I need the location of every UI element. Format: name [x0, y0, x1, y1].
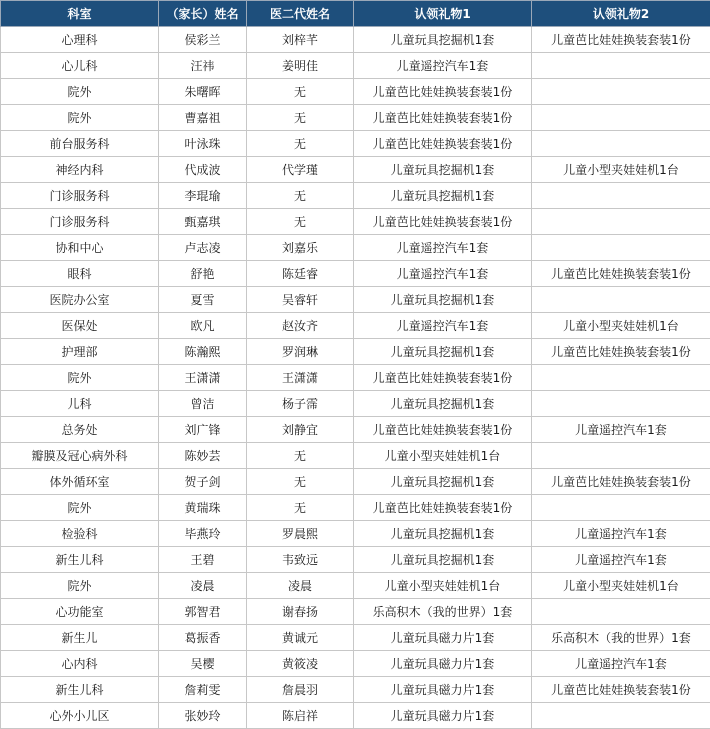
cell-gift-2 — [532, 443, 710, 469]
cell-child-name: 韦致远 — [247, 547, 354, 573]
cell-parent-name: 黄瑞珠 — [159, 495, 247, 521]
cell-gift-2 — [532, 209, 710, 235]
cell-gift-1: 儿童玩具挖掘机1套 — [354, 339, 532, 365]
table-row — [1, 547, 710, 573]
cell-department: 心内科 — [1, 651, 159, 677]
cell-gift-1: 儿童遥控汽车1套 — [354, 235, 532, 261]
cell-gift-2 — [532, 287, 710, 313]
table-row — [1, 53, 710, 79]
cell-parent-name: 凌晨 — [159, 573, 247, 599]
cell-parent-name: 张妙玲 — [159, 703, 247, 729]
cell-department: 院外 — [1, 573, 159, 599]
cell-gift-2: 儿童小型夹娃娃机1台 — [532, 573, 710, 599]
cell-department: 新生儿科 — [1, 547, 159, 573]
header-parent-name: （家长）姓名 — [159, 1, 247, 27]
table-row — [1, 521, 710, 547]
cell-child-name: 罗晨熙 — [247, 521, 354, 547]
cell-gift-2 — [532, 495, 710, 521]
cell-gift-1: 儿童芭比娃娃换装套装1份 — [354, 131, 532, 157]
cell-department: 心儿科 — [1, 53, 159, 79]
header-department: 科室 — [1, 1, 159, 27]
table-row — [1, 183, 710, 209]
cell-child-name: 王潇潇 — [247, 365, 354, 391]
cell-gift-1: 儿童芭比娃娃换装套装1份 — [354, 209, 532, 235]
cell-gift-2: 儿童遥控汽车1套 — [532, 651, 710, 677]
cell-department: 眼科 — [1, 261, 159, 287]
table-row — [1, 469, 710, 495]
cell-parent-name: 甄嘉琪 — [159, 209, 247, 235]
cell-gift-1: 儿童玩具挖掘机1套 — [354, 521, 532, 547]
cell-gift-2: 儿童遥控汽车1套 — [532, 417, 710, 443]
cell-gift-2 — [532, 599, 710, 625]
cell-department: 医院办公室 — [1, 287, 159, 313]
cell-child-name: 无 — [247, 79, 354, 105]
cell-gift-2 — [532, 235, 710, 261]
cell-child-name: 无 — [247, 131, 354, 157]
table-row — [1, 651, 710, 677]
cell-child-name: 无 — [247, 105, 354, 131]
table-row — [1, 443, 710, 469]
cell-gift-1: 儿童玩具磁力片1套 — [354, 703, 532, 729]
cell-child-name: 谢春扬 — [247, 599, 354, 625]
cell-parent-name: 毕燕玲 — [159, 521, 247, 547]
cell-child-name: 凌晨 — [247, 573, 354, 599]
cell-department: 院外 — [1, 105, 159, 131]
header-gift-1: 认领礼物1 — [354, 1, 532, 27]
cell-gift-1: 儿童芭比娃娃换装套装1份 — [354, 365, 532, 391]
cell-gift-1: 儿童芭比娃娃换装套装1份 — [354, 495, 532, 521]
cell-parent-name: 葛振香 — [159, 625, 247, 651]
cell-gift-1: 儿童玩具挖掘机1套 — [354, 287, 532, 313]
cell-parent-name: 舒艳 — [159, 261, 247, 287]
cell-gift-2: 儿童遥控汽车1套 — [532, 521, 710, 547]
header-child-name: 医二代姓名 — [247, 1, 354, 27]
cell-gift-2 — [532, 131, 710, 157]
cell-child-name: 赵汝齐 — [247, 313, 354, 339]
cell-parent-name: 詹莉雯 — [159, 677, 247, 703]
cell-parent-name: 侯彩兰 — [159, 27, 247, 53]
cell-gift-2: 儿童芭比娃娃换装套装1份 — [532, 261, 710, 287]
cell-gift-1: 儿童玩具挖掘机1套 — [354, 27, 532, 53]
cell-gift-1: 儿童玩具挖掘机1套 — [354, 391, 532, 417]
cell-gift-1: 儿童玩具挖掘机1套 — [354, 183, 532, 209]
table-row — [1, 339, 710, 365]
cell-gift-2: 儿童芭比娃娃换装套装1份 — [532, 339, 710, 365]
cell-parent-name: 王潇潇 — [159, 365, 247, 391]
cell-child-name: 无 — [247, 469, 354, 495]
table-row — [1, 677, 710, 703]
table-row — [1, 79, 710, 105]
cell-child-name: 陈启祥 — [247, 703, 354, 729]
cell-parent-name: 陈妙芸 — [159, 443, 247, 469]
cell-parent-name: 吴樱 — [159, 651, 247, 677]
cell-gift-1: 儿童玩具挖掘机1套 — [354, 469, 532, 495]
cell-department: 新生儿 — [1, 625, 159, 651]
cell-child-name: 陈廷睿 — [247, 261, 354, 287]
cell-child-name: 无 — [247, 495, 354, 521]
cell-department: 院外 — [1, 495, 159, 521]
table-row — [1, 131, 710, 157]
cell-parent-name: 王碧 — [159, 547, 247, 573]
cell-parent-name: 李琨瑜 — [159, 183, 247, 209]
cell-gift-1: 儿童遥控汽车1套 — [354, 53, 532, 79]
cell-gift-2 — [532, 183, 710, 209]
cell-parent-name: 代成波 — [159, 157, 247, 183]
cell-gift-1: 儿童遥控汽车1套 — [354, 261, 532, 287]
header-row — [1, 1, 710, 27]
cell-gift-1: 儿童玩具磁力片1套 — [354, 625, 532, 651]
cell-gift-2 — [532, 703, 710, 729]
cell-department: 门诊服务科 — [1, 209, 159, 235]
cell-gift-1: 儿童芭比娃娃换装套装1份 — [354, 79, 532, 105]
cell-gift-1: 儿童芭比娃娃换装套装1份 — [354, 105, 532, 131]
cell-department: 院外 — [1, 365, 159, 391]
cell-department: 检验科 — [1, 521, 159, 547]
table-row — [1, 105, 710, 131]
table-row — [1, 495, 710, 521]
cell-department: 心功能室 — [1, 599, 159, 625]
cell-child-name: 代学瑾 — [247, 157, 354, 183]
cell-gift-1: 儿童玩具磁力片1套 — [354, 651, 532, 677]
cell-child-name: 无 — [247, 209, 354, 235]
cell-gift-1: 儿童芭比娃娃换装套装1份 — [354, 417, 532, 443]
cell-gift-2 — [532, 105, 710, 131]
cell-child-name: 无 — [247, 183, 354, 209]
cell-parent-name: 刘广锋 — [159, 417, 247, 443]
cell-gift-1: 儿童遥控汽车1套 — [354, 313, 532, 339]
cell-department: 体外循环室 — [1, 469, 159, 495]
table-row — [1, 313, 710, 339]
table-row — [1, 391, 710, 417]
cell-department: 护理部 — [1, 339, 159, 365]
cell-parent-name: 贺子剑 — [159, 469, 247, 495]
table-row — [1, 287, 710, 313]
table-row — [1, 599, 710, 625]
cell-gift-2: 乐高积木（我的世界）1套 — [532, 625, 710, 651]
table-row — [1, 703, 710, 729]
table-row — [1, 365, 710, 391]
cell-gift-1: 儿童玩具挖掘机1套 — [354, 157, 532, 183]
cell-child-name: 罗润琳 — [247, 339, 354, 365]
cell-child-name: 杨子霈 — [247, 391, 354, 417]
cell-gift-1: 儿童玩具磁力片1套 — [354, 677, 532, 703]
cell-parent-name: 汪祎 — [159, 53, 247, 79]
table-row — [1, 27, 710, 53]
cell-gift-1: 儿童玩具挖掘机1套 — [354, 547, 532, 573]
cell-child-name: 黄诚元 — [247, 625, 354, 651]
cell-gift-2: 儿童小型夹娃娃机1台 — [532, 313, 710, 339]
cell-gift-2: 儿童芭比娃娃换装套装1份 — [532, 677, 710, 703]
cell-child-name: 刘嘉乐 — [247, 235, 354, 261]
cell-department: 心外小儿区 — [1, 703, 159, 729]
cell-department: 协和中心 — [1, 235, 159, 261]
table-row — [1, 261, 710, 287]
cell-gift-2: 儿童遥控汽车1套 — [532, 547, 710, 573]
cell-parent-name: 朱曙晖 — [159, 79, 247, 105]
header-gift-2: 认领礼物2 — [532, 1, 710, 27]
table-row — [1, 625, 710, 651]
cell-parent-name: 卢志凌 — [159, 235, 247, 261]
cell-child-name: 刘静宜 — [247, 417, 354, 443]
cell-parent-name: 夏雪 — [159, 287, 247, 313]
cell-department: 总务处 — [1, 417, 159, 443]
table-row — [1, 573, 710, 599]
cell-gift-1: 儿童小型夹娃娃机1台 — [354, 443, 532, 469]
cell-department: 门诊服务科 — [1, 183, 159, 209]
cell-department: 心理科 — [1, 27, 159, 53]
cell-parent-name: 曾洁 — [159, 391, 247, 417]
cell-parent-name: 郭智君 — [159, 599, 247, 625]
cell-department: 新生儿科 — [1, 677, 159, 703]
cell-child-name: 无 — [247, 443, 354, 469]
cell-gift-1: 儿童小型夹娃娃机1台 — [354, 573, 532, 599]
cell-department: 医保处 — [1, 313, 159, 339]
cell-parent-name: 陈瀚熙 — [159, 339, 247, 365]
cell-parent-name: 叶泳珠 — [159, 131, 247, 157]
cell-gift-2: 儿童芭比娃娃换装套装1份 — [532, 27, 710, 53]
cell-child-name: 黄筱凌 — [247, 651, 354, 677]
cell-gift-1: 乐高积木（我的世界）1套 — [354, 599, 532, 625]
table-row — [1, 157, 710, 183]
table-body — [1, 27, 710, 729]
cell-department: 瓣膜及冠心病外科 — [1, 443, 159, 469]
cell-child-name: 刘梓芊 — [247, 27, 354, 53]
cell-child-name: 吴睿轩 — [247, 287, 354, 313]
cell-gift-2 — [532, 391, 710, 417]
table-row — [1, 235, 710, 261]
cell-department: 神经内科 — [1, 157, 159, 183]
cell-gift-2: 儿童芭比娃娃换装套装1份 — [532, 469, 710, 495]
table-row — [1, 417, 710, 443]
table-row — [1, 209, 710, 235]
cell-parent-name: 欧凡 — [159, 313, 247, 339]
cell-department: 儿科 — [1, 391, 159, 417]
cell-gift-2 — [532, 79, 710, 105]
cell-child-name: 姜明佳 — [247, 53, 354, 79]
cell-child-name: 詹晨羽 — [247, 677, 354, 703]
cell-gift-2: 儿童小型夹娃娃机1台 — [532, 157, 710, 183]
cell-department: 前台服务科 — [1, 131, 159, 157]
cell-gift-2 — [532, 365, 710, 391]
cell-parent-name: 曹嘉祖 — [159, 105, 247, 131]
cell-gift-2 — [532, 53, 710, 79]
cell-department: 院外 — [1, 79, 159, 105]
